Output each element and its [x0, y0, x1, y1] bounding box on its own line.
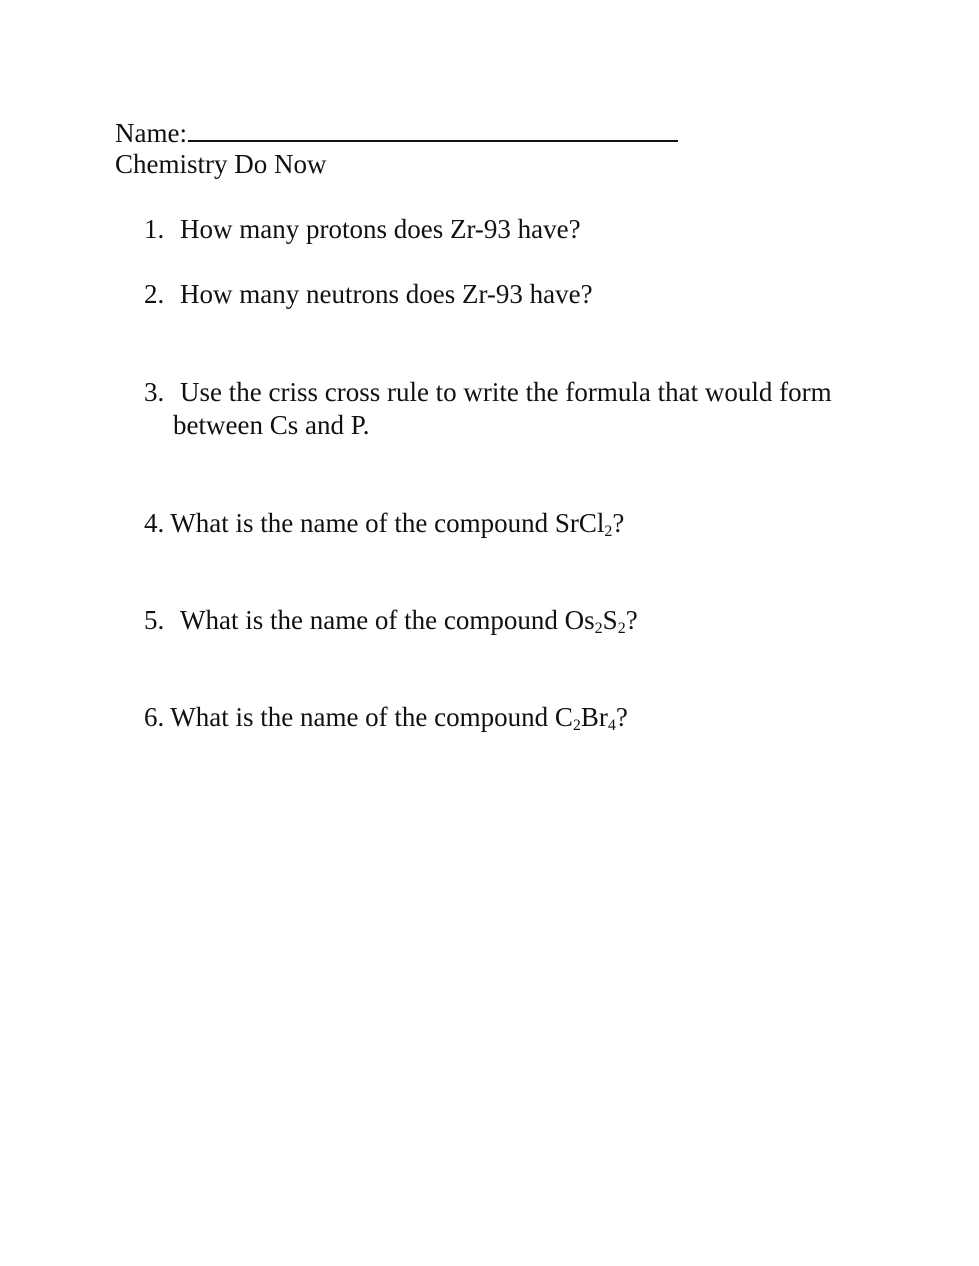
- question-text: How many protons does Zr-93 have?: [180, 214, 581, 244]
- question-text: What is the name of the compound C: [170, 702, 573, 732]
- question-text: What is the name of the compound SrCl: [170, 508, 605, 538]
- question-number: 5.: [144, 605, 165, 635]
- name-label: Name:: [115, 118, 187, 148]
- formula-part: Br: [580, 702, 608, 732]
- question-text: How many neutrons does Zr-93 have?: [180, 279, 593, 309]
- question-3-continuation: between Cs and P.: [173, 410, 370, 440]
- question-number: 2.: [144, 279, 165, 309]
- subscript: 4: [607, 717, 616, 734]
- question-number: 4.: [144, 508, 165, 538]
- question-number: 1.: [144, 214, 165, 244]
- subscript: 2: [594, 620, 603, 637]
- question-end: ?: [615, 702, 628, 732]
- question-text: What is the name of the compound Os: [180, 605, 595, 635]
- question-end: ?: [625, 605, 638, 635]
- subscript: 2: [617, 620, 626, 637]
- question-1: [144, 213, 581, 245]
- name-field-row: [115, 116, 678, 149]
- subscript: 2: [572, 717, 581, 734]
- question-5: [144, 604, 638, 636]
- question-number: 3.: [144, 377, 165, 407]
- question-number: 6.: [144, 702, 165, 732]
- question-3: [144, 376, 832, 408]
- question-4: [144, 507, 624, 539]
- name-blank-line: [188, 116, 678, 142]
- formula-part: S: [602, 605, 618, 635]
- question-6: [144, 701, 628, 733]
- question-text: Use the criss cross rule to write the formula that would form: [180, 377, 832, 407]
- subscript: 2: [604, 523, 613, 540]
- worksheet-title: Chemistry Do Now: [115, 149, 327, 179]
- question-end: ?: [612, 508, 625, 538]
- question-2: [144, 278, 593, 310]
